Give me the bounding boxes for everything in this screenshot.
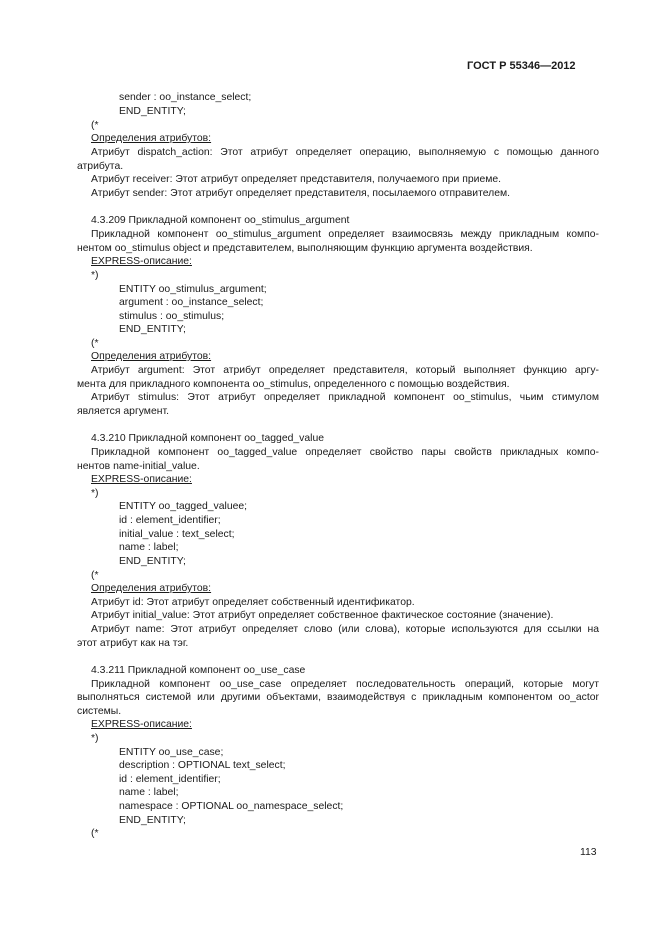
code-line: name : label; — [119, 542, 179, 553]
code-comment-open: (* — [91, 120, 99, 131]
code-line: name : label; — [119, 787, 179, 798]
code-line: stimulus : oo_stimulus; — [119, 311, 225, 322]
paragraph-line: Атрибут id: Этот атрибут определяет собственный идентификатор. — [91, 597, 415, 608]
paragraph-line: Атрибут dispatch_action: Этот атрибут определяет операцию, выполняемую с помощью данного — [91, 147, 599, 158]
code-line: id : element_identifier; — [119, 774, 221, 785]
paragraph-line: мента для прикладного компонента oo_stimulus, определенного с помощью воздействия. — [77, 379, 510, 390]
code-line: ENTITY oo_use_case; — [119, 747, 224, 758]
paragraph-line: Атрибут stimulus: Этот атрибут определяет прикладной компонент oo_stimulus, чьим стимулом — [91, 392, 599, 403]
code-line: sender : oo_instance_select; — [119, 92, 252, 103]
paragraph-line: этот атрибут как на тэг. — [77, 638, 189, 649]
section-title-210: 4.3.210 Прикладной компонент oo_tagged_value — [91, 433, 325, 444]
paragraph-line: Атрибут initial_value: Этот атрибут определяет собственное фактическое состояние (значение). — [91, 610, 554, 621]
attributes-heading: Определения атрибутов: — [91, 583, 212, 594]
paragraph-line: Атрибут sender: Этот атрибут определяет представителя, посылаемого отправителем. — [91, 188, 511, 199]
code-line: argument : oo_instance_select; — [119, 297, 264, 308]
code-line: namespace : OPTIONAL oo_namespace_select; — [119, 801, 344, 812]
code-line: END_ENTITY; — [119, 556, 186, 567]
paragraph-line: Атрибут argument: Этот атрибут определяет представителя, который выполняет функцию аргу- — [91, 365, 599, 376]
code-comment-open: (* — [91, 338, 99, 349]
code-line: initial_value : text_select; — [119, 529, 235, 540]
code-line: END_ENTITY; — [119, 106, 186, 117]
paragraph-line: нентов name-initial_value. — [77, 461, 200, 472]
attributes-heading: Определения атрибутов: — [91, 133, 212, 144]
section-title-209: 4.3.209 Прикладной компонент oo_stimulus_argument — [91, 215, 350, 226]
code-line: END_ENTITY; — [119, 324, 186, 335]
paragraph-line: Прикладной компонент oo_stimulus_argument определяет взаимосвязь между прикладным компо- — [91, 229, 599, 240]
paragraph-line: атрибута. — [77, 161, 124, 172]
paragraph-line: Прикладной компонент oo_tagged_value определяет свойство пары свойств прикладных компо- — [91, 447, 599, 458]
code-line: id : element_identifier; — [119, 515, 221, 526]
code-line: ENTITY oo_stimulus_argument; — [119, 284, 267, 295]
express-heading: EXPRESS-описание: — [91, 474, 192, 485]
code-line: ENTITY oo_tagged_valuee; — [119, 501, 248, 512]
express-heading: EXPRESS-описание: — [91, 256, 192, 267]
paragraph-line: является аргумент. — [77, 406, 169, 417]
paragraph-line: Прикладной компонент oo_use_case определяет последовательность операций, которые могут — [91, 679, 599, 690]
express-heading: EXPRESS-описание: — [91, 719, 192, 730]
section-title-211: 4.3.211 Прикладной компонент oo_use_case — [91, 665, 306, 676]
code-comment-close: *) — [91, 488, 99, 499]
code-comment-close: *) — [91, 733, 99, 744]
paragraph-line: нентом oo_stimulus object и представителем, выполняющим функцию аргумента воздействия. — [77, 243, 533, 254]
code-comment-open: (* — [91, 828, 99, 839]
code-line: description : OPTIONAL text_select; — [119, 760, 286, 771]
paragraph-line: системы. — [77, 706, 122, 717]
attributes-heading: Определения атрибутов: — [91, 351, 212, 362]
code-line: END_ENTITY; — [119, 815, 186, 826]
page-number: 113 — [580, 847, 597, 858]
code-comment-close: *) — [91, 270, 99, 281]
standard-header: ГОСТ Р 55346—2012 — [467, 60, 576, 72]
paragraph-line: выполняться системой или другими объектами, взаимодействуя с прикладным компонентом oo_actor — [77, 692, 599, 703]
code-comment-open: (* — [91, 570, 99, 581]
paragraph-line: Атрибут receiver: Этот атрибут определяет представителя, получаемого при приеме. — [91, 174, 502, 185]
paragraph-line: Атрибут name: Этот атрибут определяет слово (или слова), которые используются для ссылки на — [91, 624, 599, 635]
